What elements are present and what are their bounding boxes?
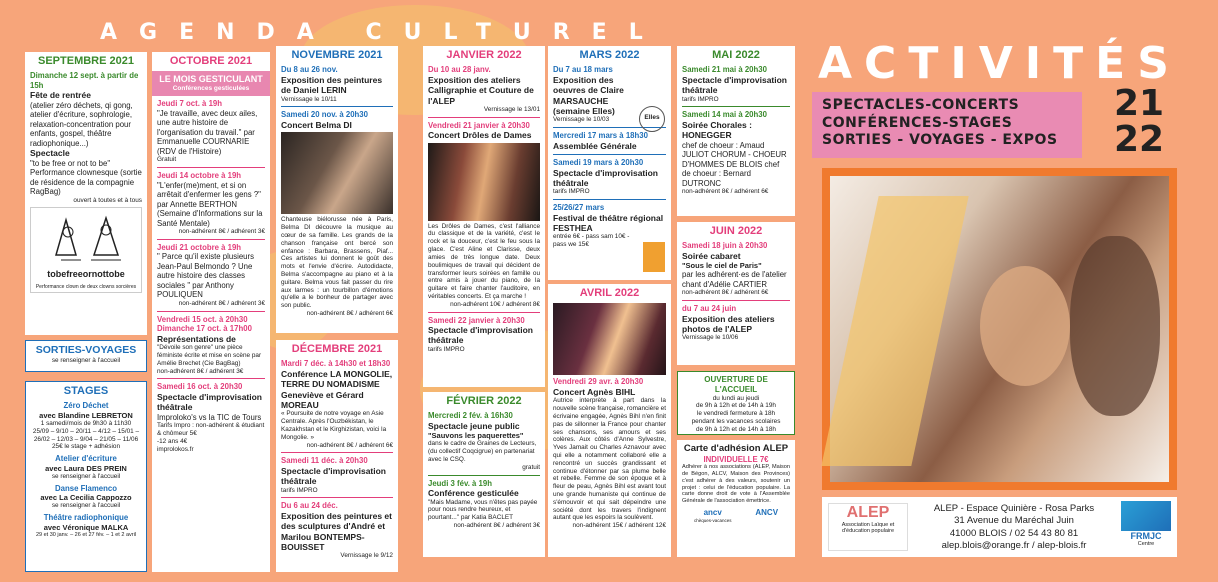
event-price: Tarifs Impro : non-adhérent & étudiant & chômeur 5€	[157, 422, 265, 437]
carte-title: Carte d'adhésion ALEP	[683, 443, 789, 454]
event-title: Représentations de	[157, 333, 236, 344]
event-date: Jeudi 14 octobre à 19h	[157, 171, 242, 181]
accueil-line: pendant les vacances scolaires	[691, 417, 781, 425]
stage-name: Atelier d'écriture	[55, 454, 117, 464]
footer-line: 41000 BLOIS / 02 54 43 80 81	[949, 527, 1079, 539]
decembre-box	[276, 340, 398, 572]
carte-box	[677, 440, 795, 557]
event-price: non-adhérent 8€ / adhérent 6€	[682, 289, 769, 297]
event-date: 25/26/27 mars	[553, 203, 605, 213]
event-price: entrée 6€ - pass sam 10€ - pass we 15€	[553, 233, 630, 249]
category-label: SPECTACLES-CONCERTS	[822, 97, 1020, 113]
event-date: Du 7 au 18 mars	[553, 65, 613, 75]
event-price: non-adhérent 8€ / adhérent 6€	[682, 188, 769, 196]
sorties-box	[25, 340, 147, 372]
month-title: JANVIER 2022	[446, 49, 522, 61]
event-desc: Chanteuse biélorusse née à Paris, Belma DI découvre la musique au cœur de sa famille. Les grands de la chanson française ont bercé son enfance : Barbara, Brassens, Piaf... Ces artistes lui donnent le goût des mots et l'envie d'écrire. Autodidacte, Belma s'accompagne au piano et à la guitare. Belma vous fait passer du rire aux larmes : un tourbillon d'émotions qu'elle a le bonheur de partager avec son public.	[281, 216, 393, 310]
yellow-stroke-decor	[821, 196, 968, 466]
event-desc: "L'enfer(me)ment, et si on arrêtait d'enfermer les gens ?" par Annette BERTHON (Semaine d'Informations sur la Santé Mentale)	[157, 180, 263, 228]
stage-dates: 29 et 30 janv. – 26 et 27 fév. – 1 et 2 avril	[35, 531, 137, 538]
carte-price: INDIVIDUELLE 7€	[703, 454, 769, 464]
janvier-box	[423, 46, 545, 387]
frmjc-sub: Centre	[1137, 541, 1155, 547]
avril-box	[548, 284, 671, 557]
event-quote: "Sauvons les paquerettes"	[428, 431, 524, 441]
main-photo	[822, 168, 1177, 490]
event-desc: Les Drôles de Dames, c'est l'alliance du classique et de la variété, c'est le rock et la douceur, c'est le feu sous la glace. C'est Aline et Clarisse, deux amies de très longue date. Deux boulimiques de travail qui décident de transformer leurs soirées en famille ou entre amis à jouer du piano, de la guitare et faire chanter l'auditoire, en véritables concerts. Et ça marche !	[428, 222, 540, 300]
month-title: NOVEMBRE 2021	[291, 49, 383, 61]
year-part: 21	[1114, 83, 1165, 124]
event-desc: Autrice interprète à part dans la nouvelle scène française, romancière et écrivaine engagée, Agnès Bihl n'en finit pas de sillonner la France pour chanter ses chansons, ses amours et ses colères. Aux côtés d'Anne Sylvestre, Yves Jamait ou Charles Aznavour avec qui elle a notamment collaboré elle a rencontré un succès grandissant et continue d'étonner par sa plume belle et rebelle. Femme de son époque et à fleur de peau, Agnès Bihl est avant tout une grande humaniste qui continue de s'émouvoir et qui sait dépeindre une société dont les travers l'indignent autant que les espoirs la soulèvent.	[553, 397, 666, 522]
frmjc-logo	[1121, 501, 1171, 553]
event-date: Vendredi 15 oct. à 20h30 Dimanche 17 oct. à 17h00	[157, 314, 252, 334]
event-price: non-adhérent 8€ / adhérent 3€	[178, 299, 265, 307]
stage-price: 25€ le stage + adhésion	[51, 443, 121, 451]
event-title: Concert Agnès BIHL	[553, 386, 636, 397]
event-price: non-adhérent 10€ / adhérent 8€	[450, 300, 540, 308]
sorties-sub: se renseigner à l'accueil	[51, 356, 121, 364]
alep-logo-text: ALEP	[846, 504, 890, 521]
event-title: Soirée Chorales : HONEGGER	[682, 119, 752, 141]
stage-dates: 25/09 – 9/10 – 20/11 – 4/12 – 15/01 – 26/02 – 12/03 – 9/04 – 21/05 – 11/06	[32, 427, 140, 443]
event-vernissage: Vernissage le 10/11	[281, 95, 337, 103]
event-title: Concert Drôles de Dames	[428, 130, 532, 141]
event-date: Du 10 au 28 janv.	[428, 65, 491, 75]
droles-de-dames-photo	[428, 143, 540, 221]
event-note: ouvert à toutes et à tous	[73, 196, 142, 204]
event-title: Spectacle d'improvisation théâtrale	[157, 391, 262, 413]
event-date: Jeudi 21 octobre à 19h	[157, 242, 242, 252]
event-desc: Improloko's vs la TIC de Tours	[157, 412, 262, 422]
event-title: Exposition des ateliers Calligraphie et Couture de l'ALEP	[428, 74, 534, 106]
ancv-logos	[682, 508, 790, 523]
accueil-title: OUVERTURE DE L'ACCUEIL	[704, 375, 768, 394]
accueil-line: le vendredi fermeture à 18h	[696, 410, 776, 418]
event-desc: par les adhérent·es de l'atelier chant d'Adélie CARTIER	[682, 270, 787, 289]
event-date: Samedi 18 juin à 20h30	[682, 241, 768, 251]
octobre-box	[152, 52, 270, 572]
event-desc: (atelier zéro déchets, qi gong, atelier d'écriture, sophrologie, relaxation-concentration pour enfants, gospel, théâtre radiophonique...)	[30, 100, 133, 148]
categories-panel	[812, 92, 1082, 158]
event-date: Jeudi 7 oct. à 19h	[157, 99, 222, 109]
event-title: Spectacle d'improvisation théâtrale	[428, 325, 533, 346]
event-title: Spectacle jeune public	[428, 420, 520, 431]
event-title: Spectacle d'improvisation théâtrale	[281, 465, 386, 487]
event-vernissage: Vernissage le 10/03	[553, 116, 610, 124]
event-price: non-adhérent 8€ / adhérent 3€	[157, 367, 244, 375]
month-title: DÉCEMBRE 2021	[291, 343, 383, 355]
event-date: du 7 au 24 juin	[682, 304, 737, 314]
event-desc: "Je travaille, avec deux ailes, une autre histoire de l'organisation du travail." par Emmanuelle COURNARIE (RDV de l'Histoire)	[157, 108, 258, 156]
face-shape	[980, 266, 1070, 386]
event-title: Conférence gesticulée	[428, 488, 519, 499]
event-date: Du 8 au 26 nov.	[281, 65, 338, 75]
event-date: Samedi 21 mai à 20h30	[682, 65, 767, 75]
accueil-line: de 9h à 12h et de 14h à 18h	[696, 425, 776, 433]
band-sub: Conférences gesticulées	[172, 85, 250, 93]
event-price: tarifs IMPRO	[281, 486, 318, 494]
stage-name: Zéro Déchet	[63, 401, 109, 411]
event-desc: dans le cadre de Graines de Lecteurs, (du collectif Coqcigrue) en partenariat avec le CSQ.	[428, 440, 537, 464]
juin-box	[677, 222, 795, 365]
event-price: Gratuit	[157, 156, 177, 164]
event-date: Samedi 19 mars à 20h30	[553, 158, 644, 168]
event-date: Vendredi 29 avr. à 20h30	[553, 377, 644, 387]
event-title: Exposition des oeuvres de Claire MARSAUCHE (semaine Elles)	[553, 74, 624, 116]
event-title: Concert Belma DI	[281, 119, 352, 130]
carte-desc: Adhérer à nos associations (ALEP, Maison de Bégon, ALCV, Maison des Provinces) c'est adhérer à des valeurs, soutenir un projet : celui de l'éducation populaire. La carte donne droit de vote à l'Assemblée Générale de l'association émettrice.	[682, 464, 790, 505]
event-date: Mardi 7 déc. à 14h30 et 18h30	[281, 359, 391, 369]
stages-box	[25, 381, 147, 572]
event-title: Soirée cabaret	[682, 250, 741, 261]
stage-sched: 1 samedi/mois de 9h30 à 11h30	[40, 420, 132, 428]
event-title: Festival de théâtre régional FESTHEA	[553, 212, 664, 233]
novembre-box	[276, 46, 398, 333]
frmjc-label: FRMJC	[1130, 531, 1162, 541]
agnes-bihl-photo	[553, 303, 666, 375]
event-price: tarifs IMPRO	[682, 95, 719, 103]
septembre-box	[25, 52, 147, 335]
mars-box	[548, 46, 671, 280]
stage-sub: se renseigner à l'accueil	[51, 502, 121, 510]
event-date: Samedi 14 mai à 20h30	[682, 110, 767, 120]
frmjc-emblem	[1121, 501, 1171, 531]
event-title: Exposition des ateliers photos de l'ALEP	[682, 313, 775, 335]
mai-box	[677, 46, 795, 216]
event-date: Samedi 22 janvier à 20h30	[428, 315, 525, 325]
event-title: Conférence LA MONGOLIE, TERRE DU NOMADISME Geneviève et Gérard MOREAU	[281, 368, 393, 410]
fevrier-box	[423, 392, 545, 557]
month-title: MAI 2022	[712, 49, 760, 61]
event-title: Assemblée Générale	[553, 140, 637, 151]
event-link[interactable]: improlokos.fr	[157, 445, 194, 453]
event-date: Mercredi 17 mars à 18h30	[553, 131, 648, 141]
event-vernissage: Vernissage le 9/12	[340, 552, 393, 560]
event-date: Jeudi 3 fév. à 19h	[428, 478, 492, 488]
stage-name: Théâtre radiophonique	[43, 513, 129, 523]
event-price: non-adhérent 8€ / adhérent 6€	[306, 441, 393, 449]
ancv-logo: ANCV	[755, 507, 779, 517]
ancv-label: ancv	[703, 507, 722, 517]
stages-title: STAGES	[63, 385, 109, 397]
event-desc: « Poursuite de notre voyage en Asie Centrale. Après l'Ouzbékistan, le Kazakhstan et le Kirghizistan, voici la Mongolie. »	[281, 410, 387, 441]
accueil-line: du lundi au jeudi	[712, 394, 760, 402]
event-date: Samedi 20 nov. à 20h30	[281, 110, 368, 120]
event-quote: "to be free or not to be"	[30, 158, 111, 168]
stage-with: avec Véronique MALKA	[43, 522, 129, 532]
accueil-box	[677, 371, 795, 435]
event-desc: Performance clownesque (sortie de résidence de la compagnie RagBag)	[30, 168, 142, 197]
month-title: OCTOBRE 2021	[169, 55, 253, 67]
footer-address	[914, 503, 1114, 552]
event-date: Dimanche 12 sept. à partir de 15h	[30, 71, 139, 90]
event-price: non-adhérent 8€ / adhérent 3€	[453, 521, 540, 529]
event-desc: " Parce qu'il existe plusieurs Jean-Paul Belmondo ? Une autre histoire des classes sociales " par Anthony POULIQUEN	[157, 252, 254, 300]
event-desc: chef de choeur : Amaud JULIOT CHORUM - CHOEUR D'HOMMES DE BLOIS chef de choeur : Bernard DUTRONC	[682, 140, 787, 188]
month-title: SEPTEMBRE 2021	[38, 55, 134, 67]
event-desc: "Mais Madame, vous n'êtes pas payée pour nous rendre heureux, et pourtant..." par Katia BACLET	[428, 498, 538, 522]
event-title: Fête de rentrée	[30, 90, 91, 101]
month-title: AVRIL 2022	[579, 287, 640, 299]
footer-line: ALEP - Espace Quinière - Rosa Parks	[933, 503, 1095, 514]
month-title: MARS 2022	[579, 49, 640, 61]
event-date: Samedi 16 oct. à 20h30	[157, 382, 243, 392]
event-price: non-adhérent 15€ / adhérent 12€	[572, 522, 666, 530]
season-year	[1114, 83, 1165, 160]
event-vernissage: Vernissage le 10/06	[682, 334, 739, 342]
event-date: Samedi 11 déc. à 20h30	[281, 456, 368, 466]
ancv-sub: chèques-vacances	[693, 517, 732, 523]
footer-line: 31 Avenue du Maréchal Juin	[954, 515, 1074, 527]
event-title: Spectacle d'improvisation théâtrale	[553, 167, 658, 188]
poster-sub: Performance clown de deux clowns sorcières	[35, 284, 137, 291]
sorties-title: SORTIES-VOYAGES	[35, 344, 137, 356]
event-date: Vendredi 21 janvier à 20h30	[428, 120, 530, 130]
agenda-title: AGENDA CULTUREL	[100, 20, 665, 45]
event-price: -12 ans 4€	[157, 437, 188, 445]
poster-title: tobefreeornottobe	[47, 269, 125, 280]
hair-shape	[1070, 236, 1160, 416]
clowns-drawing	[36, 210, 146, 270]
event-vernissage: Vernissage le 13/01	[483, 105, 540, 113]
poster-image	[30, 207, 142, 293]
category-label: CONFÉRENCES-STAGES	[822, 114, 1013, 131]
belma-photo	[281, 132, 393, 214]
festhea-poster	[643, 242, 665, 272]
event-date: Du 6 au 24 déc.	[281, 501, 338, 511]
month-title: FÉVRIER 2022	[446, 395, 522, 407]
event-title: Spectacle d'improvisation théâtrale	[682, 74, 787, 96]
event-price: non-adhérent 8€ / adhérent 3€	[178, 228, 265, 236]
event-subtitle: Spectacle	[30, 148, 70, 159]
stage-sub: se renseigner à l'accueil	[51, 472, 121, 480]
stage-with: avec La Cecilia Cappozzo	[40, 493, 132, 503]
event-date: Mercredi 2 fév. à 16h30	[428, 411, 513, 421]
alep-logo-sub: Association Laïque et d'éducation populaire	[841, 522, 895, 534]
event-quote: "Sous le ciel de Paris"	[682, 261, 762, 271]
footer-link[interactable]: alep.blois@orange.fr / alep-blois.fr	[941, 540, 1087, 552]
year-part: 22	[1114, 119, 1165, 160]
event-price: tarifs IMPRO	[553, 188, 590, 196]
stage-with: avec Laura DES PREIN	[45, 463, 127, 473]
stage-with: avec Blandine LEBRETON	[39, 410, 133, 420]
footer	[822, 497, 1177, 557]
event-desc: "Dévoile son genre" une pièce féministe écrite et mise en scène par Amélie Brechet (Cie BagBag)	[157, 344, 262, 367]
event-title: Exposition des peintures et des sculptures d'André et Marilou BONTEMPS-BOUISSET	[281, 510, 392, 553]
event-price: tarifs IMPRO	[428, 345, 465, 353]
alep-logo	[828, 503, 908, 551]
event-title: Exposition des peintures de Daniel LERIN	[281, 74, 383, 96]
elles-logo: Elles	[639, 106, 665, 132]
activites-title: ACTIVITÉS	[818, 38, 1181, 89]
mois-gesticulant-band	[152, 71, 270, 96]
category-label: SORTIES - VOYAGES - EXPOS	[822, 132, 1058, 148]
band-title: LE MOIS GESTICULANT	[159, 74, 263, 85]
event-price: gratuit	[522, 463, 540, 471]
stage-name: Danse Flamenco	[55, 483, 117, 493]
ancv-logo	[694, 508, 732, 523]
month-title: JUIN 2022	[709, 225, 763, 237]
accueil-line: de 9h à 12h et de 14h à 19h	[696, 402, 776, 410]
event-price: non-adhérent 8€ / adhérent 6€	[306, 310, 393, 318]
